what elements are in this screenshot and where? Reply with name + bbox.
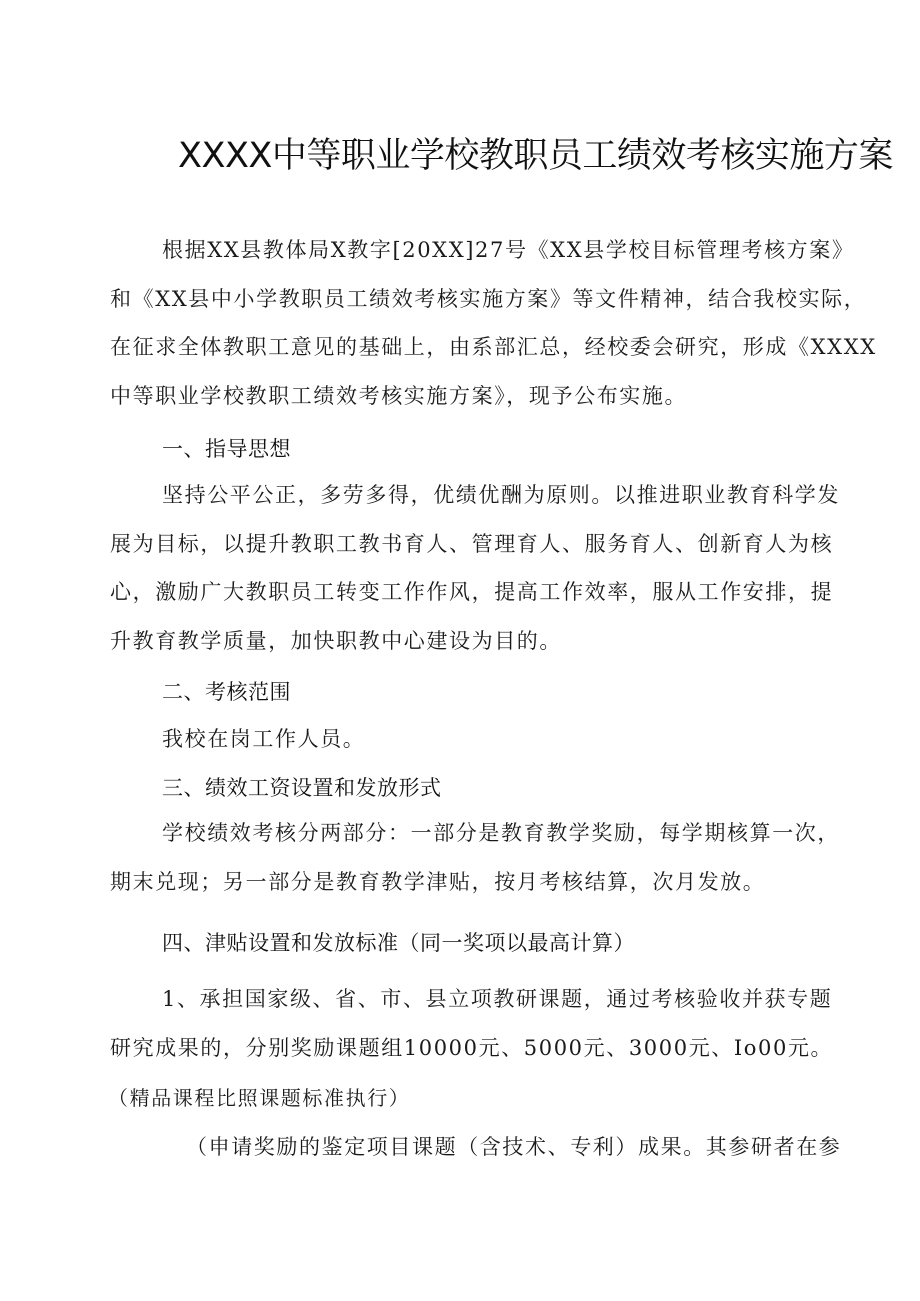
section4-item1-paragraph xyxy=(110,975,870,1072)
intro-paragraph xyxy=(110,226,877,420)
section1-line: 坚持公平公正，多劳多得，优绩优酬为原则。以推进职业教育科学发 xyxy=(162,483,840,507)
section2-text: 我校在岗工作人员。 xyxy=(162,727,366,751)
section-heading-allowance: 四、津贴设置和发放标准（同一奖项以最高计算） xyxy=(162,931,635,955)
intro-line: 根据XX县教体局X教字[20XX]27号《XX县学校目标管理考核方案》 xyxy=(162,238,855,262)
section-heading-guiding-ideology: 一、指导思想 xyxy=(162,437,291,461)
section4-item1-line: 1、承担国家级、省、市、县立项教研课题，通过考核验收并获专题 xyxy=(162,987,833,1011)
section4-sub-text: （申请奖励的鉴定项目课题（含技术、专利）成果。其参研者在参 xyxy=(186,1135,842,1159)
intro-line: 在征求全体教职工意见的基础上，由系部汇总，经校委会研究，形成《XXXX xyxy=(110,335,877,359)
intro-line: 和《XX县中小学教职员工绩效考核实施方案》等文件精神，结合我校实际， xyxy=(110,286,867,311)
section-heading-salary-setting: 三、绩效工资设置和发放形式 xyxy=(162,776,442,800)
section1-line: 心，激励广大教职员工转变工作作风，提高工作效率，服从工作安排，提 xyxy=(110,580,834,604)
section4-item1-line: 研究成果的，分别奖励课题组10000元、5000元、3000元、Io00元。 xyxy=(110,1035,834,1060)
section1-paragraph xyxy=(110,471,870,665)
section1-line: 升教育教学质量，加快职教中心建设为目的。 xyxy=(110,628,562,653)
document-title: XXXX中等职业学校教职员工绩效考核实施方案 xyxy=(178,136,893,176)
section3-line: 期末兑现；另一部分是教育教学津贴，按月考核结算，次月发放。 xyxy=(110,869,766,894)
section4-note: （精品课程比照课题标准执行） xyxy=(108,1086,411,1110)
intro-line: 中等职业学校教职工绩效考核实施方案》，现予公布实施。 xyxy=(110,383,688,408)
section-heading-scope: 二、考核范围 xyxy=(162,680,291,704)
section3-paragraph xyxy=(110,809,870,906)
section1-line: 展为目标，以提升教职工教书育人、管理育人、服务育人、创新育人为核 xyxy=(110,531,834,556)
section3-line: 学校绩效考核分两部分：一部分是教育教学奖励，每学期核算一次， xyxy=(162,821,840,845)
